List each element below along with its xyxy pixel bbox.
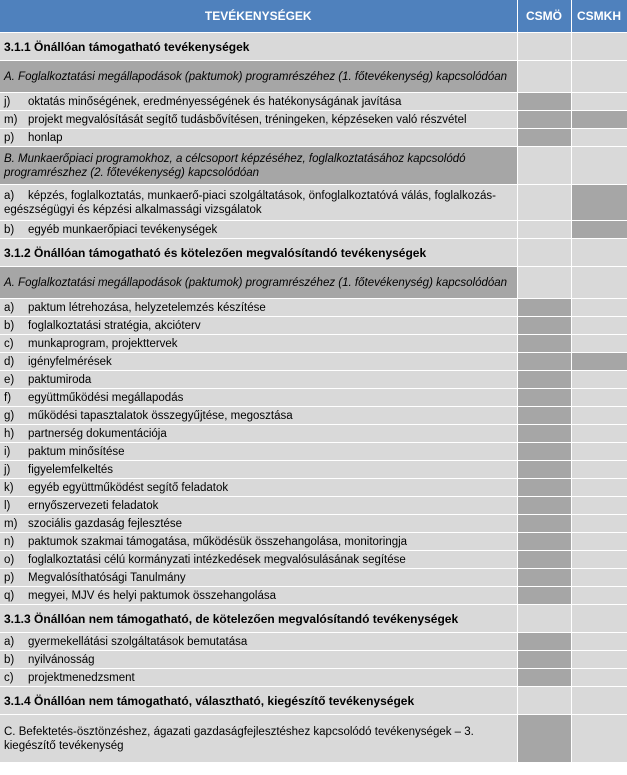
list-item bbox=[0, 651, 627, 669]
list-item bbox=[0, 371, 627, 389]
item-letter: n) bbox=[4, 535, 15, 548]
csmo-cell bbox=[517, 569, 571, 587]
group-title: B. Munkaerőpiaci programokhoz, a célcsoport képzéséhez, foglalkoztatásához kapcsolódó programrészhez (2. főtevékenység) kapcsolódóan bbox=[0, 147, 517, 185]
csmo-cell bbox=[517, 317, 571, 335]
section-title: 3.1.3 Önállóan nem támogatható, de kötelezően megvalósítandó tevékenységek bbox=[0, 605, 517, 633]
csmo-cell bbox=[517, 185, 571, 221]
header-activities: TEVÉKENYSÉGEK bbox=[0, 0, 517, 33]
item-text: projektmenedzsment bbox=[28, 671, 135, 684]
item-text: C. Befektetés-ösztönzéshez, ágazati gazdaságfejlesztéshez kapcsolódó tevékenységek – 3. kiegészítő tevékenység bbox=[0, 715, 517, 763]
list-item bbox=[0, 497, 627, 515]
item-letter: m) bbox=[4, 517, 18, 530]
csmkh-cell bbox=[571, 587, 627, 605]
item-text: egyéb munkaerőpiaci tevékenységek bbox=[28, 223, 218, 236]
list-item bbox=[0, 715, 627, 763]
csmkh-cell bbox=[571, 669, 627, 687]
item-text: paktum minősítése bbox=[28, 445, 125, 458]
item-text: honlap bbox=[28, 131, 63, 144]
item-text: együttműködési megállapodás bbox=[28, 391, 184, 404]
list-item bbox=[0, 569, 627, 587]
csmkh-cell bbox=[571, 353, 627, 371]
section-title: 3.1.1 Önállóan támogatható tevékenységek bbox=[0, 33, 517, 61]
item-text: figyelemfelkeltés bbox=[28, 463, 114, 476]
csmkh-cell bbox=[571, 479, 627, 497]
item-text: Megvalósíthatósági Tanulmány bbox=[28, 571, 186, 584]
item-text: foglalkoztatási stratégia, akcióterv bbox=[28, 319, 201, 332]
csmkh-cell bbox=[571, 425, 627, 443]
csmkh-cell bbox=[571, 299, 627, 317]
item-letter: o) bbox=[4, 553, 15, 566]
list-item bbox=[0, 111, 627, 129]
group-row bbox=[0, 267, 627, 299]
list-item bbox=[0, 317, 627, 335]
list-item bbox=[0, 407, 627, 425]
csmkh-cell bbox=[571, 443, 627, 461]
group-row bbox=[0, 61, 627, 93]
csmkh-cell bbox=[571, 461, 627, 479]
csmo-cell bbox=[517, 633, 571, 651]
header-csmkh: CSMKH bbox=[571, 0, 627, 33]
list-item bbox=[0, 185, 627, 221]
item-text: ernyőszervezeti feladatok bbox=[28, 499, 159, 512]
item-text: munkaprogram, projekttervek bbox=[28, 337, 178, 350]
item-text: paktumiroda bbox=[28, 373, 92, 386]
csmo-cell bbox=[517, 443, 571, 461]
csmo-cell bbox=[517, 587, 571, 605]
csmo-cell bbox=[517, 93, 571, 111]
list-item bbox=[0, 587, 627, 605]
section-row bbox=[0, 33, 627, 61]
csmkh-cell bbox=[571, 389, 627, 407]
csmkh-cell bbox=[571, 335, 627, 353]
csmo-cell bbox=[517, 515, 571, 533]
item-text: paktum létrehozása, helyzetelemzés készítése bbox=[28, 301, 266, 314]
csmkh-cell bbox=[571, 515, 627, 533]
csmo-cell bbox=[517, 407, 571, 425]
item-text: partnerség dokumentációja bbox=[28, 427, 167, 440]
section-row bbox=[0, 605, 627, 633]
csmo-cell bbox=[517, 669, 571, 687]
list-item bbox=[0, 551, 627, 569]
item-letter: i) bbox=[4, 445, 11, 458]
item-text: paktumok szakmai támogatása, működésük összehangolása, monitoringja bbox=[28, 535, 408, 548]
csmo-cell bbox=[517, 129, 571, 147]
list-item bbox=[0, 335, 627, 353]
item-letter: c) bbox=[4, 671, 14, 684]
item-letter: b) bbox=[4, 223, 15, 236]
list-item bbox=[0, 515, 627, 533]
csmo-cell bbox=[517, 551, 571, 569]
list-item bbox=[0, 353, 627, 371]
list-item bbox=[0, 479, 627, 497]
list-item bbox=[0, 443, 627, 461]
csmo-cell bbox=[517, 299, 571, 317]
section-title: 3.1.2 Önállóan támogatható és kötelezően megvalósítandó tevékenységek bbox=[0, 239, 517, 267]
csmo-cell bbox=[517, 425, 571, 443]
csmkh-cell bbox=[571, 185, 627, 221]
csmo-cell bbox=[517, 479, 571, 497]
list-item bbox=[0, 389, 627, 407]
csmkh-cell bbox=[571, 497, 627, 515]
item-letter: l) bbox=[4, 499, 11, 512]
header-csmo: CSMÖ bbox=[517, 0, 571, 33]
item-letter: p) bbox=[4, 131, 15, 144]
item-letter: j) bbox=[4, 95, 11, 108]
item-text: megyei, MJV és helyi paktumok összehangolása bbox=[28, 589, 277, 602]
csmo-cell bbox=[517, 335, 571, 353]
item-text: működési tapasztalatok összegyűjtése, megosztása bbox=[28, 409, 293, 422]
list-item bbox=[0, 425, 627, 443]
item-text: egyéb együttműködést segítő feladatok bbox=[28, 481, 229, 494]
csmkh-cell bbox=[571, 317, 627, 335]
list-item bbox=[0, 461, 627, 479]
item-letter: b) bbox=[4, 653, 15, 666]
item-letter: h) bbox=[4, 427, 15, 440]
list-item bbox=[0, 129, 627, 147]
item-letter: p) bbox=[4, 571, 15, 584]
csmkh-cell bbox=[571, 569, 627, 587]
csmo-cell bbox=[517, 389, 571, 407]
item-text: képzés, foglalkoztatás, munkaerő-piaci szolgáltatások, önfoglalkoztatóvá válás, foglalkozás-egészségügyi és képzési alkalmassági vizsgálatok bbox=[4, 189, 496, 216]
item-letter: f) bbox=[4, 391, 12, 404]
list-item bbox=[0, 299, 627, 317]
item-text: nyilvánosság bbox=[28, 653, 95, 666]
item-letter: g) bbox=[4, 409, 15, 422]
csmo-cell bbox=[517, 221, 571, 239]
list-item bbox=[0, 669, 627, 687]
csmo-cell bbox=[517, 371, 571, 389]
group-title: A. Foglalkoztatási megállapodások (paktumok) programrészéhez (1. főtevékenység) kapcsolódóan bbox=[0, 61, 517, 93]
section-row bbox=[0, 239, 627, 267]
csmkh-cell bbox=[571, 111, 627, 129]
list-item bbox=[0, 533, 627, 551]
csmkh-cell bbox=[571, 651, 627, 669]
csmo-cell bbox=[517, 353, 571, 371]
csmkh-cell bbox=[571, 551, 627, 569]
item-letter: j) bbox=[4, 463, 11, 476]
header-row bbox=[0, 0, 627, 33]
item-letter: a) bbox=[4, 635, 15, 648]
item-text: gyermekellátási szolgáltatások bemutatása bbox=[28, 635, 248, 648]
section-row bbox=[0, 687, 627, 715]
list-item bbox=[0, 633, 627, 651]
item-letter: b) bbox=[4, 319, 15, 332]
item-text: foglalkoztatási célú kormányzati intézkedések megvalósulásának segítése bbox=[28, 553, 406, 566]
item-text: igényfelmérések bbox=[28, 355, 112, 368]
csmkh-cell bbox=[571, 221, 627, 239]
csmo-cell bbox=[517, 715, 571, 763]
item-text: szociális gazdaság fejlesztése bbox=[28, 517, 183, 530]
item-letter: a) bbox=[4, 301, 15, 314]
group-title: A. Foglalkoztatási megállapodások (paktumok) programrészéhez (1. főtevékenység) kapcsolódóan bbox=[0, 267, 517, 299]
item-text: projekt megvalósítását segítő tudásbővítésen, tréningeken, képzéseken való részvétel bbox=[28, 113, 467, 126]
csmkh-cell bbox=[571, 715, 627, 763]
csmkh-cell bbox=[571, 407, 627, 425]
item-letter: c) bbox=[4, 337, 14, 350]
csmkh-cell bbox=[571, 93, 627, 111]
section-title: 3.1.4 Önállóan nem támogatható, választható, kiegészítő tevékenységek bbox=[0, 687, 517, 715]
csmkh-cell bbox=[571, 371, 627, 389]
csmo-cell bbox=[517, 111, 571, 129]
item-letter: e) bbox=[4, 373, 15, 386]
list-item bbox=[0, 221, 627, 239]
item-letter: a) bbox=[4, 189, 15, 202]
csmkh-cell bbox=[571, 129, 627, 147]
csmkh-cell bbox=[571, 633, 627, 651]
item-text: oktatás minőségének, eredményességének és hatékonyságának javítása bbox=[28, 95, 402, 108]
csmo-cell bbox=[517, 497, 571, 515]
list-item bbox=[0, 93, 627, 111]
csmkh-cell bbox=[571, 533, 627, 551]
csmo-cell bbox=[517, 461, 571, 479]
item-letter: m) bbox=[4, 113, 18, 126]
csmo-cell bbox=[517, 533, 571, 551]
group-row bbox=[0, 147, 627, 185]
item-letter: q) bbox=[4, 589, 15, 602]
item-letter: d) bbox=[4, 355, 15, 368]
item-letter: k) bbox=[4, 481, 14, 494]
csmo-cell bbox=[517, 651, 571, 669]
